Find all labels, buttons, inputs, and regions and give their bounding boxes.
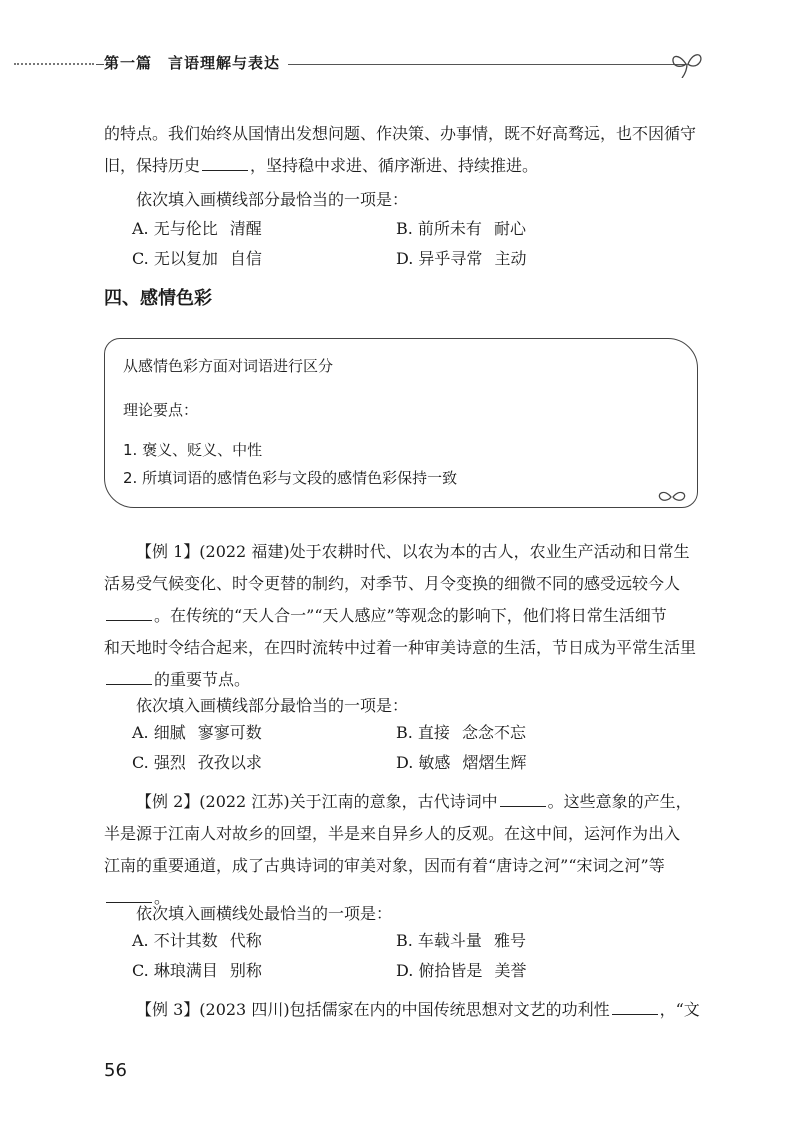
section-title: 四、感情色彩: [104, 288, 212, 309]
example-2-passage: [104, 786, 704, 914]
ex1-option-c: C. 强烈 孜孜以求: [132, 753, 262, 772]
ex2-option-b: B. 车载斗量 雅号: [396, 931, 526, 950]
ex1-line-2: 活易受气候变化、时令更替的制约，对季节、月令变换的细微不同的感受远较今人: [104, 574, 681, 593]
ex2-line-4: 。: [104, 882, 704, 914]
ex1-line-1: 【例 1】(2022 福建)处于农耕时代、以农为本的古人，农业生产活动和日常生: [136, 542, 690, 561]
box-heading: 从感情色彩方面对词语进行区分: [123, 357, 334, 375]
example-1-passage: [104, 536, 704, 696]
box-subheading: 理论要点：: [123, 401, 199, 419]
ex2-prompt: 依次填入画横线处最恰当的一项是：: [136, 904, 393, 923]
prev-option-a: A. 无与伦比 清醒: [132, 219, 262, 238]
prev-option-d: D. 异乎寻常 主动: [396, 249, 527, 268]
header-title: [104, 52, 288, 73]
prev-line-2: 旧，保持历史 ，坚持稳中求进、循序渐进、持续推进。: [104, 156, 539, 175]
ex2-line-3: 江南的重要通道，成了古典诗词的审美对象，因而有着“唐诗之河”“宋词之河”等: [104, 856, 665, 875]
ex3-tag: 【例 3】(2023 四川): [136, 1000, 290, 1019]
prev-line-1: 的特点。我们始终从国情出发想问题、作决策、办事情，既不好高骛远，也不因循守: [104, 124, 697, 143]
sprout-icon: [668, 48, 708, 78]
fill-blank: [106, 606, 152, 621]
example-3-passage: [104, 994, 704, 1026]
ex1-tag: 【例 1】(2022 福建): [136, 542, 290, 561]
ex2-tag: 【例 2】(2022 江苏): [136, 792, 290, 811]
fill-blank: [106, 670, 152, 685]
leaf-ornament-icon: [657, 489, 687, 503]
box-point-2: 2. 所填词语的感情色彩与文段的感情色彩保持一致: [123, 469, 458, 487]
ex2-line-2: 半是源于江南人对故乡的回望，半是来自异乡人的反观。在这中间，运河作为出入: [104, 824, 681, 843]
prev-option-b: B. 前所未有 耐心: [396, 219, 526, 238]
ex1-prompt: 依次填入画横线部分最恰当的一项是：: [136, 696, 409, 715]
prev-prompt: 依次填入画横线部分最恰当的一项是：: [136, 190, 409, 209]
box-point-1: 1. 褒义、贬义、中性: [123, 441, 263, 459]
ex1-option-b: B. 直接 念念不忘: [396, 723, 526, 742]
prev-options: [132, 216, 692, 276]
prev-passage: [104, 118, 704, 182]
ex1-options: [132, 720, 692, 780]
ex1-option-a: A. 细腻 寥寥可数: [132, 723, 262, 742]
ex2-line-1: 【例 2】(2022 江苏)关于江南的意象，古代诗词中 。这些意象的产生，: [136, 792, 692, 811]
ex2-option-c: C. 琳琅满目 别称: [132, 961, 262, 980]
ex1-line-5: 的重要节点。: [104, 664, 704, 696]
header-section-title: 言语理解与表达: [168, 54, 281, 72]
fill-blank: [202, 156, 248, 171]
theory-box: [104, 338, 698, 508]
header-chapter: 第一篇: [104, 54, 153, 72]
ex1-line-3: 。在传统的“天人合一”“天人感应”等观念的影响下，他们将日常生活细节: [104, 600, 704, 632]
ex1-option-d: D. 敏感 熠熠生辉: [396, 753, 527, 772]
ex2-option-d: D. 俯拾皆是 美誉: [396, 961, 527, 980]
prev-option-c: C. 无以复加 自信: [132, 249, 262, 268]
fill-blank: [500, 792, 546, 807]
fill-blank: [612, 1000, 658, 1015]
ex1-line-4: 和天地时令结合起来，在四时流转中过着一种审美诗意的生活，节日成为平常生活里: [104, 638, 697, 657]
running-header: [0, 48, 800, 80]
ex2-option-a: A. 不计其数 代称: [132, 931, 262, 950]
ex3-line-1: 【例 3】(2023 四川)包括儒家在内的中国传统思想对文艺的功利性 ，“文: [136, 1000, 700, 1019]
page-number: 56: [104, 1060, 127, 1081]
ex2-options: [132, 928, 692, 988]
header-dotted-rule: [14, 63, 94, 65]
